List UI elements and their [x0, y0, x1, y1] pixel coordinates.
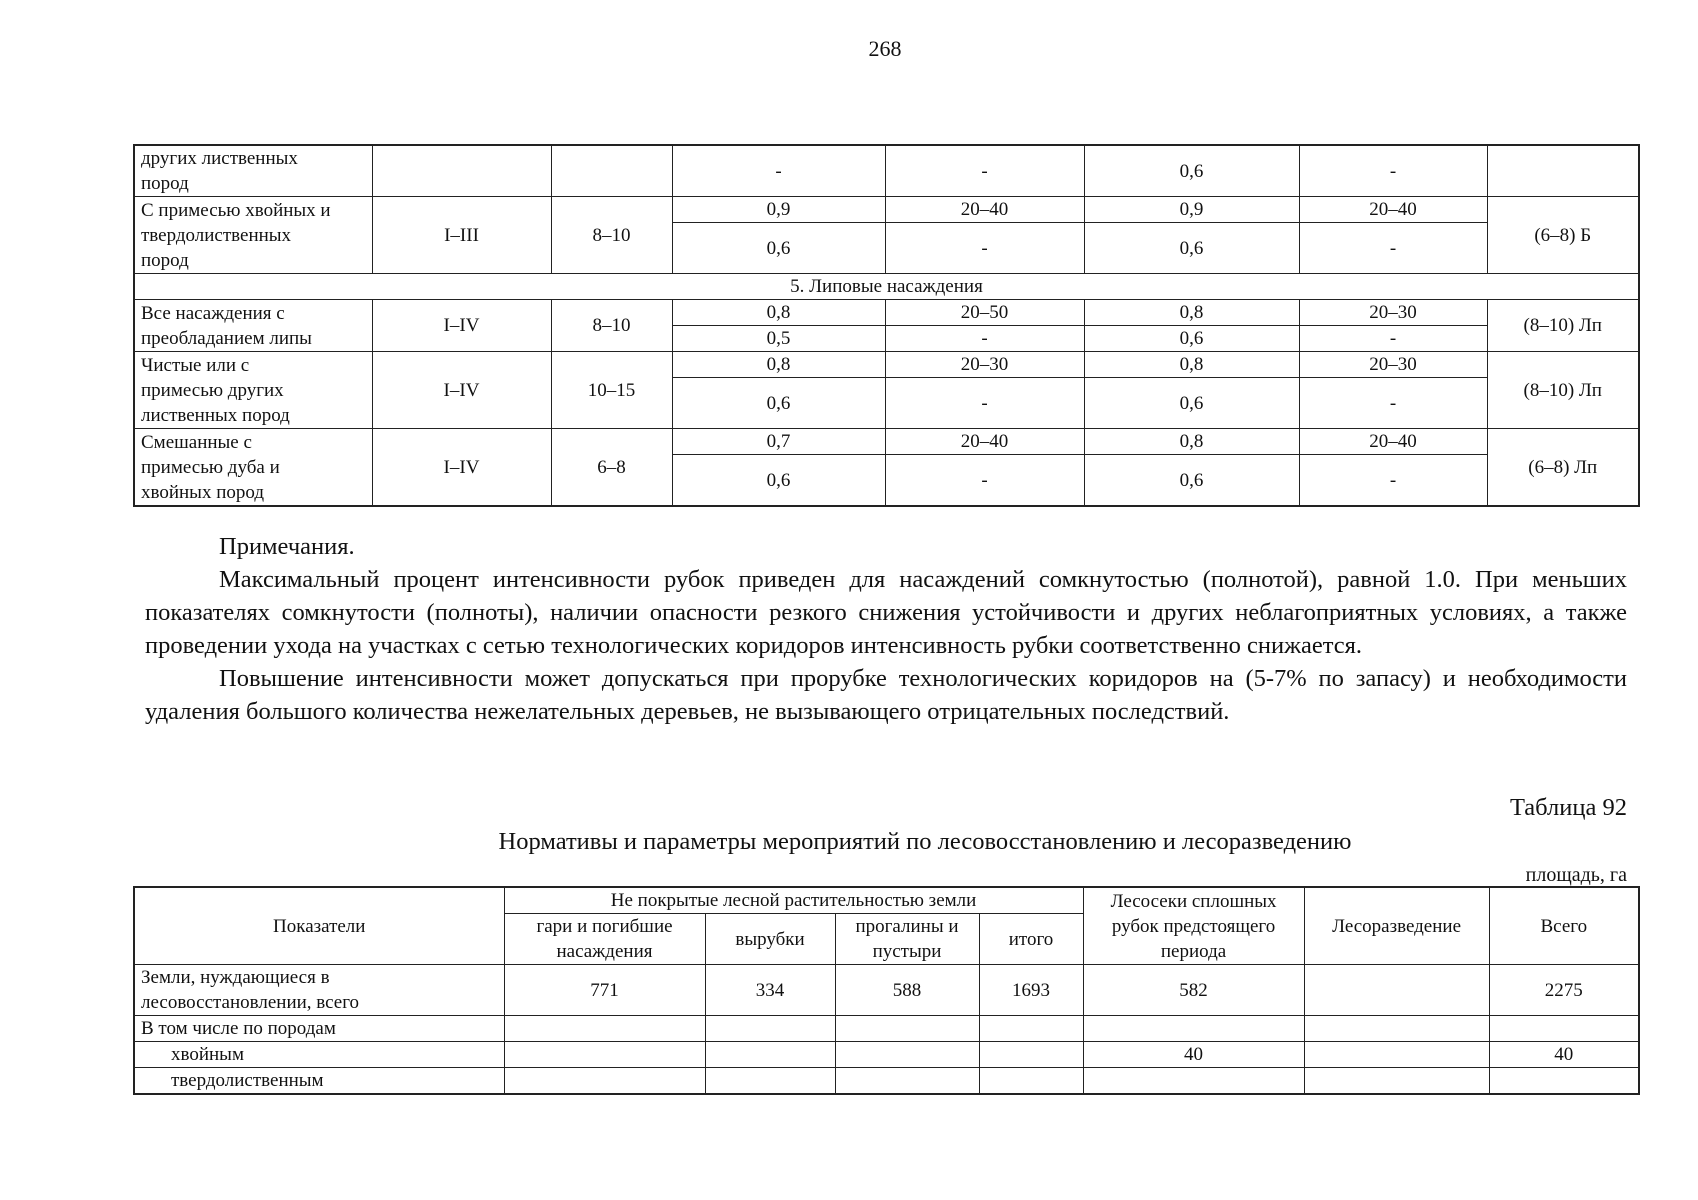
age-class-cell [372, 145, 551, 197]
total-sub-cell [979, 1042, 1083, 1068]
notes [145, 530, 1627, 728]
density-after-cell: 0,9 [1084, 197, 1299, 223]
density-before-cell: 0,6 [672, 223, 885, 274]
glades-cell [835, 1042, 979, 1068]
intensity-cell: - [885, 326, 1084, 352]
intensity-after-cell: 20–30 [1299, 300, 1487, 326]
age-class-cell: I–IV [372, 429, 551, 507]
total-cell [1489, 1016, 1639, 1042]
density-after-cell: 0,6 [1084, 455, 1299, 507]
row-label: других лиственных пород [134, 145, 372, 197]
reforestation-table [133, 886, 1640, 1095]
header-afforestation: Лесоразведение [1304, 887, 1489, 965]
intensity-cell: - [885, 455, 1084, 507]
table-row [134, 965, 1639, 1016]
intensity-after-cell: - [1299, 378, 1487, 429]
cuttings-cell [705, 1068, 835, 1095]
row-label: С примесью хвойных и твердолиственных пород [134, 197, 372, 274]
clearcut-cell: 582 [1083, 965, 1304, 1016]
burned-cell [504, 1016, 705, 1042]
row-label: твердолиственным [134, 1068, 504, 1095]
composition-cell: (6–8) Б [1487, 197, 1639, 274]
intensity-after-cell: - [1299, 145, 1487, 197]
intensity-after-cell: 20–40 [1299, 197, 1487, 223]
notes-heading: Примечания. [219, 533, 355, 560]
table-units: площадь, га [1525, 864, 1627, 886]
intensity-after-cell: - [1299, 223, 1487, 274]
row-label: Земли, нуждающиеся в лесовосстановлении, всего [134, 965, 504, 1016]
density-before-cell: 0,9 [672, 197, 885, 223]
afforestation-cell [1304, 1042, 1489, 1068]
row-label: Чистые или с примесью других лиственных пород [134, 352, 372, 429]
row-label: Все насаждения с преобладанием липы [134, 300, 372, 352]
afforestation-cell [1304, 965, 1489, 1016]
table-row [134, 429, 1639, 455]
page-number: 268 [868, 36, 902, 61]
repeat-cell: 8–10 [551, 300, 672, 352]
header-total: Всего [1489, 887, 1639, 965]
header-indicators: Показатели [134, 887, 504, 965]
composition-cell: (6–8) Лп [1487, 429, 1639, 507]
clearcut-cell [1083, 1016, 1304, 1042]
notes-paragraph-2: Повышение интенсивности может допускаться при прорубке технологических коридоров на (5-7% по запасу) и необходимости удаления большого количества нежелательных деревьев, не вызывающего отрицательных последствий. [145, 665, 1627, 725]
table-row [134, 300, 1639, 326]
notes-paragraph-1: Максимальный процент интенсивности рубок приведен для насаждений сомкнутостью (полнотой), равной 1.0. При меньших показателях сомкнутости (полноты), наличии опасности резкого снижения устойчивости и других неблагоприятных условиях, а также проведении ухода на участках с сетью технологических коридоров интенсивность рубки соответственно снижается. [145, 566, 1627, 659]
table-row [134, 1068, 1639, 1095]
cuttings-cell [705, 1042, 835, 1068]
intensity-cell: - [885, 145, 1084, 197]
cuttings-cell [705, 1016, 835, 1042]
header-glades: прогалины и пустыри [835, 914, 979, 965]
glades-cell [835, 1068, 979, 1095]
table-title: Нормативы и параметры мероприятий по лесовосстановлению и лесоразведению [498, 828, 1352, 855]
intensity-cell: 20–40 [885, 429, 1084, 455]
afforestation-cell [1304, 1068, 1489, 1095]
clearcut-cell: 40 [1083, 1042, 1304, 1068]
header-burned: гари и погибшие насаждения [504, 914, 705, 965]
density-before-cell: 0,8 [672, 300, 885, 326]
density-before-cell: 0,6 [672, 378, 885, 429]
glades-cell [835, 1016, 979, 1042]
density-after-cell: 0,6 [1084, 378, 1299, 429]
total-cell [1489, 1068, 1639, 1095]
thinning-table [133, 144, 1640, 507]
header-cuttings: вырубки [705, 914, 835, 965]
table-number: Таблица 92 [1509, 794, 1627, 821]
intensity-after-cell: 20–40 [1299, 429, 1487, 455]
intensity-cell: - [885, 378, 1084, 429]
composition-cell [1487, 145, 1639, 197]
table-row [134, 1016, 1639, 1042]
header-not-covered: Не покрытые лесной растительностью земли [504, 887, 1083, 914]
burned-cell: 771 [504, 965, 705, 1016]
afforestation-cell [1304, 1016, 1489, 1042]
header-clearcut: Лесосеки сплошных рубок предстоящего периода [1083, 887, 1304, 965]
cuttings-cell: 334 [705, 965, 835, 1016]
table-row [134, 197, 1639, 223]
row-label: Смешанные с примесью дуба и хвойных пород [134, 429, 372, 507]
repeat-cell: 6–8 [551, 429, 672, 507]
intensity-after-cell: 20–30 [1299, 352, 1487, 378]
age-class-cell: I–III [372, 197, 551, 274]
total-sub-cell [979, 1016, 1083, 1042]
age-class-cell: I–IV [372, 352, 551, 429]
section-title: 5. Липовые насаждения [134, 274, 1639, 300]
density-before-cell: 0,5 [672, 326, 885, 352]
repeat-cell: 10–15 [551, 352, 672, 429]
total-cell: 2275 [1489, 965, 1639, 1016]
age-class-cell: I–IV [372, 300, 551, 352]
burned-cell [504, 1042, 705, 1068]
intensity-cell: 20–40 [885, 197, 1084, 223]
burned-cell [504, 1068, 705, 1095]
composition-cell: (8–10) Лп [1487, 352, 1639, 429]
intensity-after-cell: - [1299, 455, 1487, 507]
table-row [134, 352, 1639, 378]
repeat-cell [551, 145, 672, 197]
glades-cell: 588 [835, 965, 979, 1016]
intensity-after-cell: - [1299, 326, 1487, 352]
density-after-cell: 0,6 [1084, 223, 1299, 274]
table-row [134, 145, 1639, 197]
total-sub-cell [979, 1068, 1083, 1095]
row-label: В том числе по породам [134, 1016, 504, 1042]
clearcut-cell [1083, 1068, 1304, 1095]
density-after-cell: 0,8 [1084, 429, 1299, 455]
density-before-cell: - [672, 145, 885, 197]
intensity-cell: 20–30 [885, 352, 1084, 378]
density-after-cell: 0,8 [1084, 352, 1299, 378]
density-before-cell: 0,8 [672, 352, 885, 378]
density-before-cell: 0,6 [672, 455, 885, 507]
repeat-cell: 8–10 [551, 197, 672, 274]
density-after-cell: 0,6 [1084, 326, 1299, 352]
header-total-sub: итого [979, 914, 1083, 965]
density-before-cell: 0,7 [672, 429, 885, 455]
total-cell: 40 [1489, 1042, 1639, 1068]
intensity-cell: 20–50 [885, 300, 1084, 326]
section-row [134, 274, 1639, 300]
density-after-cell: 0,6 [1084, 145, 1299, 197]
row-label: хвойным [134, 1042, 504, 1068]
density-after-cell: 0,8 [1084, 300, 1299, 326]
table-row [134, 1042, 1639, 1068]
intensity-cell: - [885, 223, 1084, 274]
composition-cell: (8–10) Лп [1487, 300, 1639, 352]
total-sub-cell: 1693 [979, 965, 1083, 1016]
